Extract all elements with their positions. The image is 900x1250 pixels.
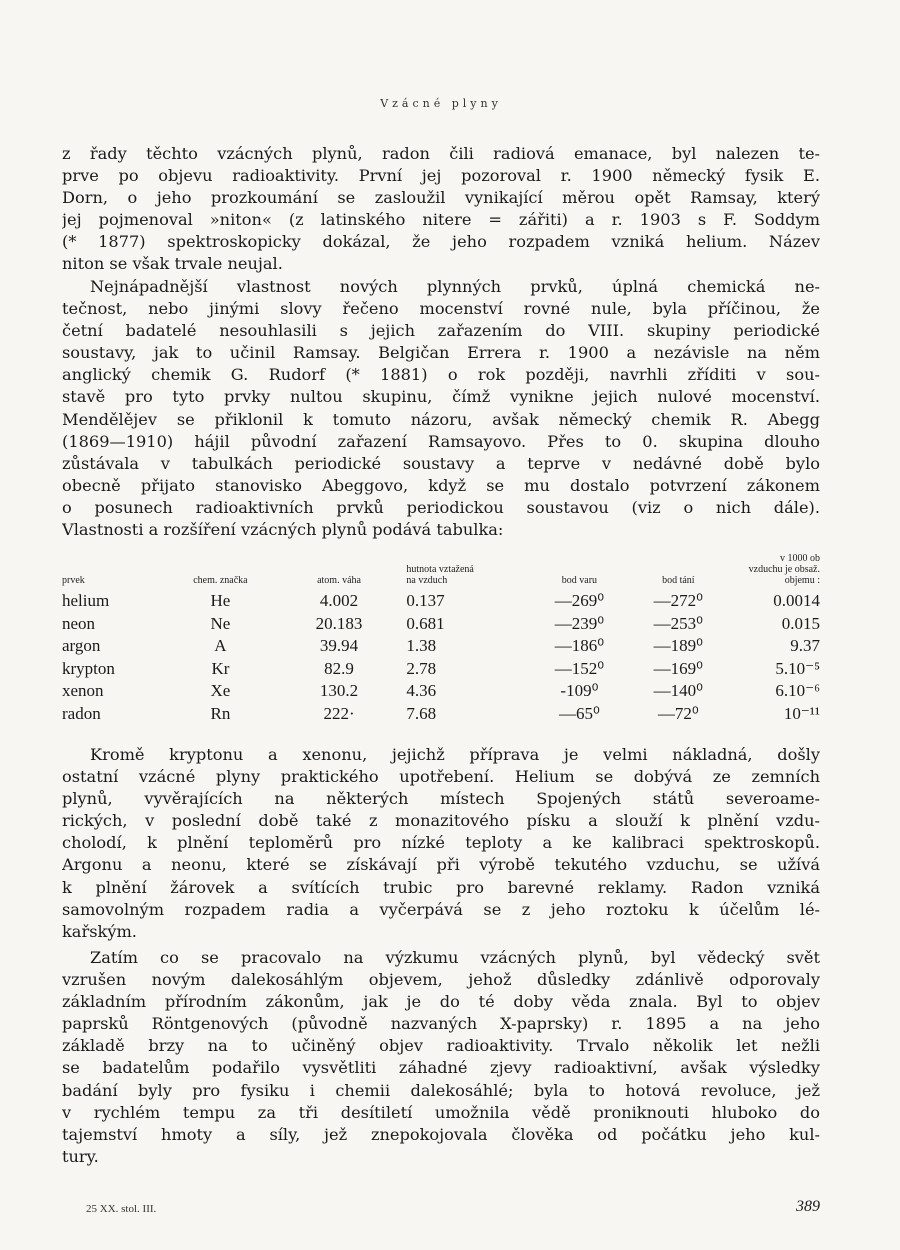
cell-density: 0.137 — [406, 591, 445, 610]
text-line: prve po objevu radioaktivity. První jej pozoroval r. 1900 německý fysik E. — [62, 166, 820, 186]
text-line: (1869—1910) hájil původní zařazení Ramsayovo. Přes to 0. skupina dlouho — [62, 431, 820, 451]
text-line: paprsků Röntgenových (původně nazvaných X-paprsky) r. 1895 a na jeho — [62, 1014, 820, 1034]
text-line: Argonu a neonu, které se získávají při výrobě tekutého vzduchu, se užívá — [62, 855, 820, 875]
text-line: niton se však trvale neujal. — [62, 254, 283, 274]
text-line: jej pojmenoval »niton« (z latinského nitere = zářiti) a r. 1903 s F. Soddym — [62, 210, 820, 230]
text-line: (* 1877) spektroskopicky dokázal, že jeho rozpadem vzniká helium. Název — [62, 232, 820, 252]
cell-density: 1.38 — [406, 636, 437, 655]
cell-element: radon — [62, 703, 101, 723]
cell-melting-point: —253⁰ — [653, 613, 703, 633]
text-line: Zatím co se pracovalo na výzkumu vzácných plynů, byl vědecký svět — [90, 948, 820, 967]
cell-boiling-point: —65⁰ — [559, 703, 600, 723]
cell-air-content: 10⁻¹¹ — [783, 703, 820, 723]
page-number: 389 — [796, 1198, 820, 1215]
cell-melting-point: —72⁰ — [657, 703, 699, 723]
header-air-content-line-2: vzduchu je obsaž. — [748, 564, 820, 575]
text-line: tajemství hmoty a síly, jež znepokojovala člověka od počátku jeho kul- — [62, 1124, 820, 1144]
text-line: tury. — [62, 1146, 99, 1166]
cell-element: krypton — [62, 658, 115, 678]
cell-air-content: 0.0014 — [773, 591, 820, 610]
header-density-line-1: hutnota vztažená — [406, 564, 474, 575]
cell-atomic-weight: 222· — [323, 703, 355, 723]
text-line: Vlastnosti a rozšíření vzácných plynů podává tabulka: — [62, 520, 504, 540]
cell-boiling-point: —186⁰ — [554, 636, 605, 655]
table-row — [62, 613, 820, 636]
text-line: rických, v poslední době také z monazitového písku a slouží k plnění vzdu- — [62, 811, 820, 831]
header-boiling-point: bod varu — [561, 575, 598, 586]
cell-boiling-point: -109⁰ — [560, 681, 599, 700]
cell-melting-point: —169⁰ — [653, 658, 703, 678]
document-page — [62, 0, 820, 1250]
text-line: četní badatelé nesouhlasili s jejich zařazením do VIII. skupiny periodické — [62, 321, 820, 341]
paragraph-4 — [62, 947, 820, 1168]
paragraph-3 — [62, 744, 820, 943]
cell-atomic-weight: 39.94 — [319, 636, 359, 655]
text-line: Kromě kryptonu a xenonu, jejichž příprava je velmi nákladná, došly — [90, 745, 820, 764]
cell-element: helium — [62, 591, 110, 610]
text-line: v rychlém tempu za tři desítiletí umožnila vědě proniknouti hluboko do — [62, 1102, 820, 1122]
cell-atomic-weight: 4.002 — [319, 591, 359, 610]
text-line: z řady těchto vzácných plynů, radon čili radiová emanace, byl nalezen te- — [62, 144, 820, 163]
text-line: kařským. — [62, 921, 137, 941]
table-row — [62, 658, 820, 681]
header-density-line-2: na vzduch — [406, 575, 448, 586]
text-line: badání byly pro fysiku i chemii dalekosáhlé; byla to hotová revoluce, jež — [62, 1080, 820, 1100]
text-line: vzrušen novým dalekosáhlým objevem, jehož důsledky zdánlivě odporovaly — [62, 970, 820, 990]
cell-air-content: 9.37 — [790, 636, 820, 655]
cell-air-content: 0.015 — [781, 613, 820, 633]
text-line: ostatní vzácné plyny praktického upotřebení. Helium se dobývá ze zemních — [62, 767, 820, 787]
cell-symbol: Xe — [210, 681, 231, 700]
cell-air-content: 6.10⁻⁶ — [775, 681, 820, 700]
running-head: Vzácné plyny — [380, 97, 502, 110]
cell-density: 0.681 — [406, 613, 445, 633]
table-row — [62, 590, 820, 613]
header-melting-point: bod tání — [662, 575, 695, 586]
text-line: cholodí, k plnění teploměrů pro nízké teploty a ke kalibraci spektroskopů. — [62, 833, 820, 853]
cell-atomic-weight: 130.2 — [319, 681, 359, 700]
paragraph-1 — [62, 143, 820, 276]
cell-melting-point: —272⁰ — [653, 591, 703, 610]
table-body — [62, 590, 820, 725]
header-element: prvek — [62, 575, 85, 586]
text-line: základním přírodním zákonům, jak je do té doby věda znala. Byl to objev — [62, 992, 820, 1012]
cell-symbol: Ne — [210, 613, 231, 633]
header-density — [398, 553, 530, 590]
cell-boiling-point: —239⁰ — [554, 613, 605, 633]
table-row — [62, 635, 820, 658]
cell-melting-point: —189⁰ — [653, 636, 703, 655]
table-header-row — [62, 553, 820, 590]
cell-boiling-point: —269⁰ — [554, 591, 605, 610]
cell-symbol: Kr — [211, 658, 230, 678]
cell-symbol: Rn — [210, 703, 231, 723]
cell-density: 4.36 — [406, 681, 437, 700]
cell-atomic-weight: 20.183 — [315, 613, 363, 633]
paragraph-2 — [62, 276, 820, 541]
header-air-content — [728, 553, 820, 590]
cell-element: neon — [62, 613, 96, 633]
cell-density: 7.68 — [406, 703, 437, 723]
text-line: zůstávala v tabulkách periodické soustavy a teprve v nedávné době bylo — [62, 453, 820, 473]
cell-density: 2.78 — [406, 658, 437, 678]
cell-symbol: A — [214, 636, 227, 655]
header-atomic-weight: atom. váha — [317, 575, 361, 586]
noble-gases-table — [62, 553, 820, 725]
cell-air-content: 5.10⁻⁵ — [775, 658, 820, 678]
cell-melting-point: —140⁰ — [653, 681, 703, 700]
text-line: plynů, vyvěrajících na některých místech Spojených států severoame- — [62, 789, 820, 809]
text-line: Mendělějev se přiklonil k tomuto názoru, avšak německý chemik R. Abegg — [62, 409, 820, 429]
cell-boiling-point: —152⁰ — [554, 658, 605, 678]
text-line: Nejnápadnější vlastnost nových plynných prvků, úplná chemická ne- — [90, 277, 820, 296]
text-line: stavě pro tyto prvky nultou skupinu, čímž vynikne jejich nulové mocenství. — [62, 387, 820, 407]
text-line: o posunech radioaktivních prvků periodickou soustavou (viz o nich dále). — [62, 497, 820, 517]
cell-atomic-weight: 82.9 — [324, 658, 354, 678]
text-line: obecně přijato stanovisko Abeggovo, když se mu dostalo potvrzení zákonem — [62, 475, 820, 495]
text-line: anglický chemik G. Rudorf (* 1881) o rok později, navrhli zříditi v sou- — [62, 365, 820, 385]
header-air-content-line-3: objemu : — [784, 575, 820, 586]
printer-signature: 25 XX. stol. III. — [86, 1203, 157, 1215]
table-row — [62, 703, 820, 726]
header-air-content-line-1: v 1000 ob — [780, 553, 820, 564]
cell-element: argon — [62, 636, 101, 655]
text-line: základě brzy na to učiněný objev radioaktivity. Trvalo několik let nežli — [62, 1036, 820, 1056]
text-line: Dorn, o jeho prozkoumání se zasloužil vynikající měrou opět Ramsay, který — [62, 188, 820, 208]
cell-element: xenon — [62, 681, 104, 700]
cell-symbol: He — [210, 591, 231, 610]
text-line: se badatelům podařilo vysvětliti záhadné zjevy radioaktivní, avšak výsledky — [62, 1058, 820, 1078]
text-line: tečnost, nebo jinými slovy řečeno mocenství rovné nule, byla příčinou, že — [62, 299, 820, 319]
text-line: samovolným rozpadem radia a vyčerpává se z jeho roztoku k účelům lé- — [62, 899, 820, 919]
text-line: soustavy, jak to učinil Ramsay. Belgičan Errera r. 1900 a nezávisle na něm — [62, 343, 820, 363]
header-symbol: chem. značka — [193, 575, 248, 586]
table-row — [62, 680, 820, 703]
text-line: k plnění žárovek a svítících trubic pro barevné reklamy. Radon vzniká — [62, 877, 820, 897]
